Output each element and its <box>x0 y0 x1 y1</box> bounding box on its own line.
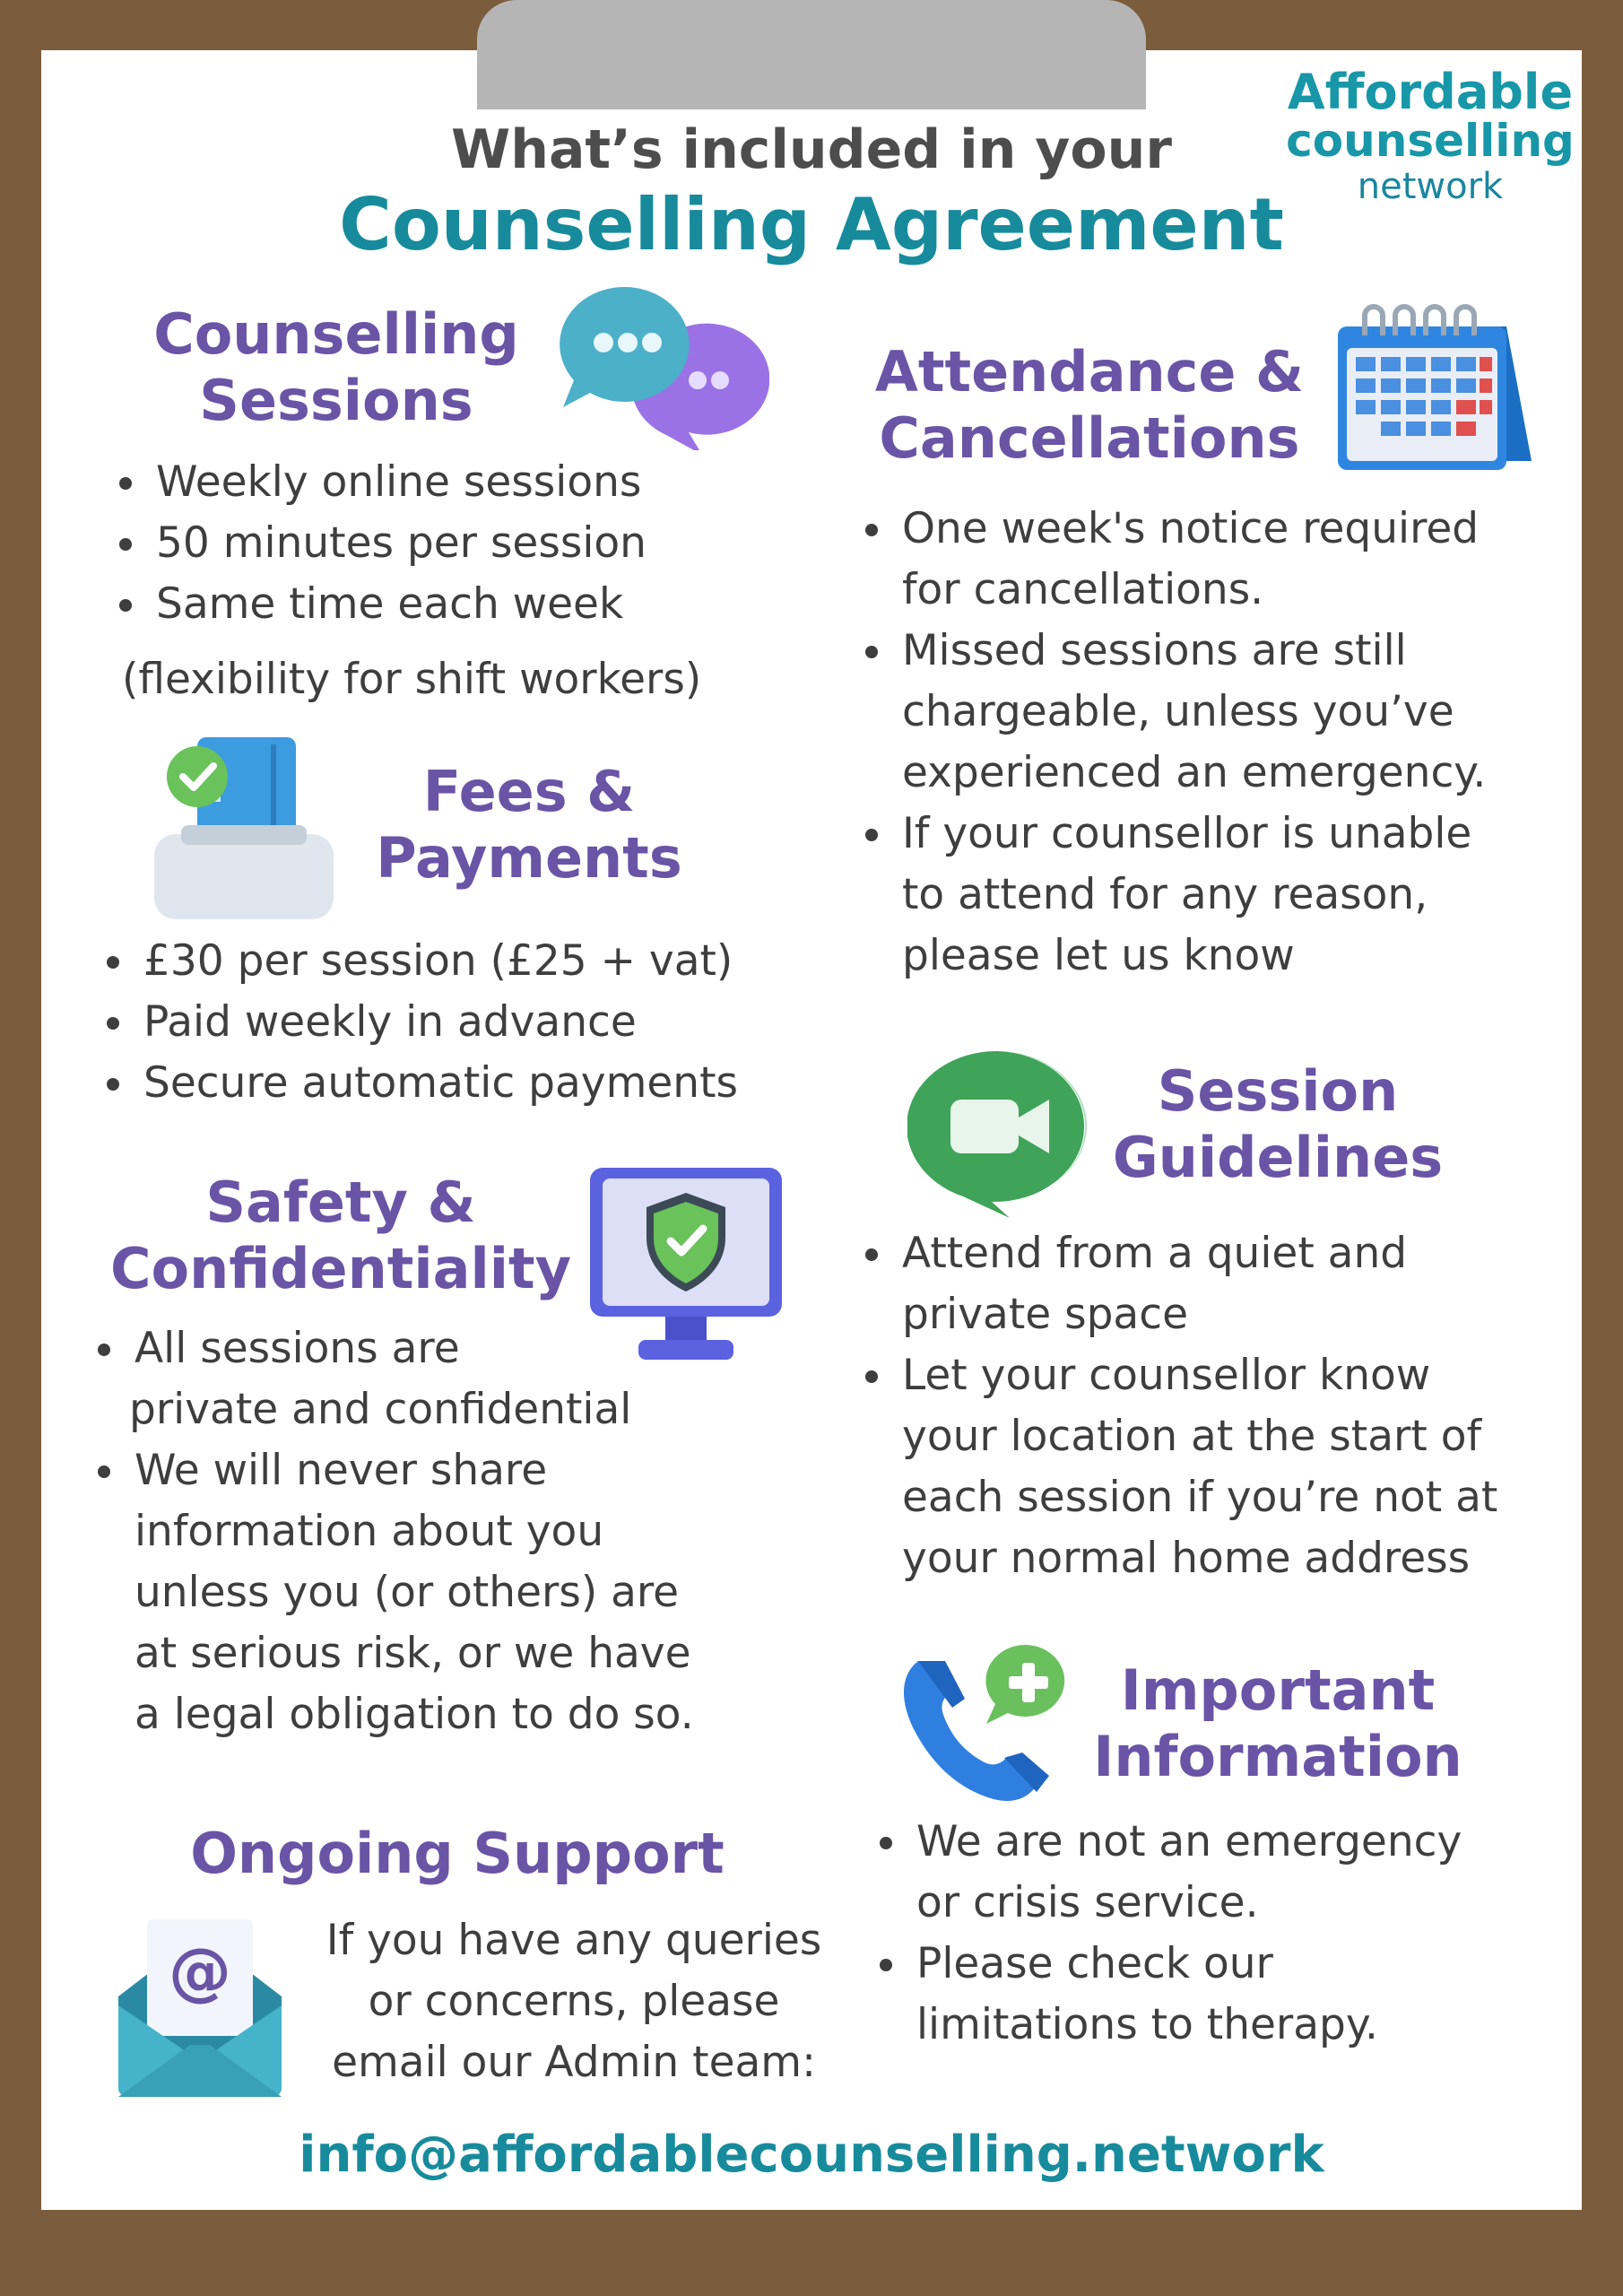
list-line: unless you (or others) are <box>135 1568 680 1617</box>
list-line: • Attend from a quiet and <box>902 1229 1408 1278</box>
brand-logo <box>1282 64 1578 207</box>
list-line: private and confidential <box>129 1385 632 1434</box>
list-item <box>129 1318 775 1440</box>
title-line: Counselling <box>153 301 519 367</box>
text-line: If you have any queries <box>325 1916 822 1965</box>
list-line: • We will never share <box>135 1446 548 1495</box>
list-item: • Paid weekly in advance <box>138 992 855 1053</box>
title-line: Attendance & <box>874 339 1305 404</box>
list-item: • Weekly online sessions <box>151 452 832 513</box>
list-line: • One week's notice required <box>902 504 1480 553</box>
important-information-list <box>875 1812 1610 2056</box>
list-item <box>911 1934 1610 2056</box>
list-line: at serious risk, or we have <box>135 1629 691 1678</box>
list-item <box>897 499 1614 621</box>
text-line: email our Admin team: <box>332 2038 816 2087</box>
admin-email-link[interactable]: info@affordablecounselling.network <box>299 2126 1324 2184</box>
section-title-safety-confidentiality <box>108 1170 574 1302</box>
list-item: • £30 per session (£25 + vat) <box>138 931 855 992</box>
logo-line-2: counselling <box>1286 115 1575 167</box>
title-line: Sessions <box>199 368 473 433</box>
section-title-attendance-cancellations <box>861 339 1318 472</box>
page-title: Counselling Agreement <box>339 183 1284 266</box>
list-line: • All sessions are <box>135 1324 460 1373</box>
list-line: experienced an emergency. <box>902 748 1487 797</box>
section-title-important-information <box>1076 1657 1480 1790</box>
clipboard-clip <box>477 0 1146 109</box>
section-title-session-guidelines <box>1094 1058 1462 1191</box>
list-item <box>911 1812 1610 1934</box>
list-item: • Secure automatic payments <box>138 1053 855 1114</box>
chat-bubbles-icon <box>554 280 769 450</box>
list-line: • Missed sessions are still <box>902 626 1407 675</box>
list-item: • 50 minutes per session <box>151 513 832 574</box>
card-payment-icon <box>154 735 343 924</box>
logo-line-3: network <box>1357 166 1504 207</box>
title-line: Session <box>1157 1058 1399 1124</box>
title-line: Safety & <box>205 1170 476 1235</box>
ongoing-support-text <box>296 1910 852 2093</box>
list-line: or crisis service. <box>916 1878 1259 1927</box>
email-envelope-icon <box>115 1910 285 2100</box>
text-line: or concerns, please <box>368 1977 780 2026</box>
list-line: for cancellations. <box>902 565 1264 614</box>
list-item: • Same time each week <box>151 574 832 635</box>
list-item <box>897 1345 1614 1589</box>
list-line: please let us know <box>902 931 1295 980</box>
list-line: • If your counsellor is unable <box>902 809 1472 858</box>
section-title-fees-payments <box>359 759 699 891</box>
list-line: a legal obligation to do so. <box>135 1690 694 1739</box>
phone-plus-icon <box>900 1643 1080 1805</box>
video-call-icon <box>907 1048 1096 1218</box>
list-item <box>129 1440 775 1745</box>
section-title-counselling-sessions <box>135 301 538 434</box>
attendance-cancellations-list <box>861 499 1614 987</box>
list-line: your normal home address <box>902 1534 1471 1583</box>
list-line: your location at the start of <box>902 1412 1481 1461</box>
list-line: • Please check our <box>916 1939 1273 1988</box>
header-subtitle: What’s included in your <box>451 118 1172 181</box>
list-line: chargeable, unless you’ve <box>902 687 1454 736</box>
section-title-ongoing-support: Ongoing Support <box>190 1821 725 1886</box>
list-line: to attend for any reason, <box>902 870 1428 919</box>
title-line: Payments <box>376 825 682 891</box>
counselling-sessions-note: (flexibility for shift workers) <box>122 655 702 704</box>
title-line: Confidentiality <box>109 1236 572 1301</box>
safety-confidentiality-list <box>93 1318 775 1745</box>
list-item <box>897 1223 1614 1345</box>
counselling-sessions-list <box>115 452 832 635</box>
list-line: • Let your counsellor know <box>902 1351 1431 1400</box>
logo-line-1: Affordable <box>1287 64 1574 120</box>
title-line: Fees & <box>422 759 636 824</box>
list-line: limitations to therapy. <box>916 2000 1378 2049</box>
session-guidelines-list <box>861 1223 1614 1589</box>
list-item <box>897 804 1614 987</box>
title-line: Cancellations <box>879 405 1300 471</box>
fees-payments-list <box>102 931 855 1114</box>
title-line: Important <box>1120 1657 1436 1723</box>
title-line: Information <box>1093 1724 1462 1789</box>
calendar-icon <box>1336 300 1533 474</box>
title-line: Guidelines <box>1112 1125 1444 1190</box>
list-item <box>897 621 1614 804</box>
list-line: information about you <box>135 1507 604 1556</box>
list-line: each session if you’re not at <box>902 1473 1498 1522</box>
list-line: • We are not an emergency <box>916 1817 1462 1866</box>
svg-text:@: @ <box>169 1935 231 2008</box>
list-line: private space <box>902 1290 1188 1339</box>
